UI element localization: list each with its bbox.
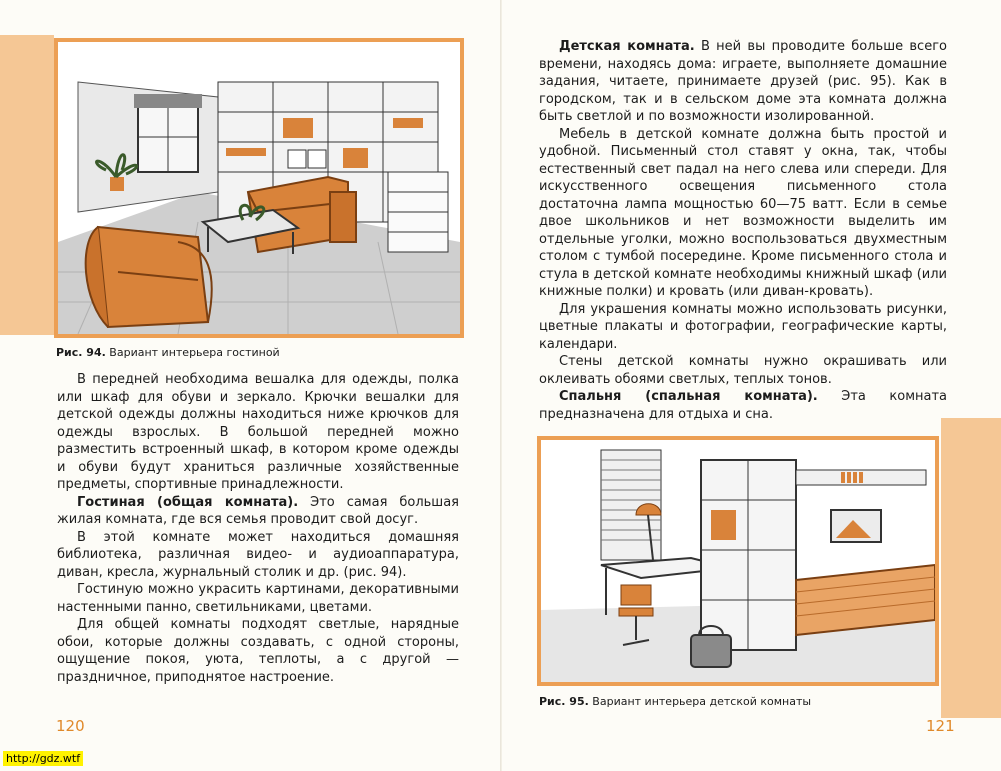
watermark: http://gdz.wtf [3,751,83,766]
right-page-text [539,38,947,423]
right-margin-tab [941,418,1001,718]
left-margin-tab [0,35,54,335]
paragraph: Для украшения комнаты можно использовать рисунки, цветные плакаты и фотографии, географические карты, календари. [539,301,947,352]
figure-94-text: Вариант интерьера гостиной [109,346,280,359]
figure-94-label: Рис. 94. [56,346,106,359]
section-heading: Детская комната. [559,39,695,54]
paragraph: Стены детской комнаты нужно окрашивать или оклеивать обоями светлых, теплых тонов. [539,354,947,387]
figure-95-childrens-room [537,436,939,686]
figure-95-label: Рис. 95. [539,695,589,708]
figure-95-caption [539,695,811,708]
paragraph: Гостиную можно украсить картинами, декоративными настенными панно, светильниками, цветами. [57,582,459,615]
left-page-text [57,371,459,686]
book-spine [500,0,502,771]
figure-95-text: Вариант интерьера детской комнаты [592,695,812,708]
paragraph: В этой комнате может находиться домашняя библиотека, различная видео- и аудиоаппаратура, диван, кресла, журнальный столик и др. (рис. 94). [57,529,459,580]
paragraph: В передней необходима вешалка для одежды, полка или шкаф для обуви и зеркало. Крючки вешалки для детской одежды должны находиться ниже крючков для одежды взрослых. В большой передней можно разместить встроенный шкаф, в котором кроме одежды и обуви будут храниться различные хозяйственные предметы, спортивные принадлежности. [57,372,459,492]
section-heading: Спальня (спальная комната). [559,389,818,404]
figure-94-caption [56,346,280,359]
page-number-left: 120 [56,717,85,735]
paragraph: Гостиная (общая комната). Это самая большая жилая комната, где вся семья проводит свой досуг. [57,494,459,527]
armchair-icon [86,227,212,327]
paragraph: Для общей комнаты подходят светлые, нарядные обои, которые должны создавать, с одной стороны, ощущение покоя, уюта, теплоты, а с другой — праздничное, приподнятое настроение. [57,617,459,685]
childrens-room-illustration [541,440,935,682]
paragraph: Спальня (спальная комната). Эта комната предназначена для отдыха и сна. [539,389,948,422]
paragraph: Детская комната. В ней вы проводите больше всего времени, находясь дома: играете, выполняете домашние задания, читаете, принимаете друзей (рис. 95). Как в городском, так и в сельском доме эта комната должна быть светлой и по возможности изолированной. [539,39,947,124]
page-number-right: 121 [926,717,955,735]
figure-94-living-room [54,38,464,338]
living-room-illustration [58,42,460,334]
section-heading: Гостиная (общая комната). [77,494,299,510]
paragraph: Мебель в детской комнате должна быть простой и удобной. Письменный стол ставят у окна, так, чтобы естественный свет падал на него слева или спереди. Для искусственного освещения письменного стола достаточна лампа мощностью 60—75 ватт. Если в семье двое школьников и нет возможности выделить им отдельные уголки, можно воспользоваться двухместным столом с тумбой посередине. Кроме письменного стола и стула в детской комнате необходимы книжный шкаф (или книжные полки) и кровать (или диван-кровать). [539,126,947,299]
